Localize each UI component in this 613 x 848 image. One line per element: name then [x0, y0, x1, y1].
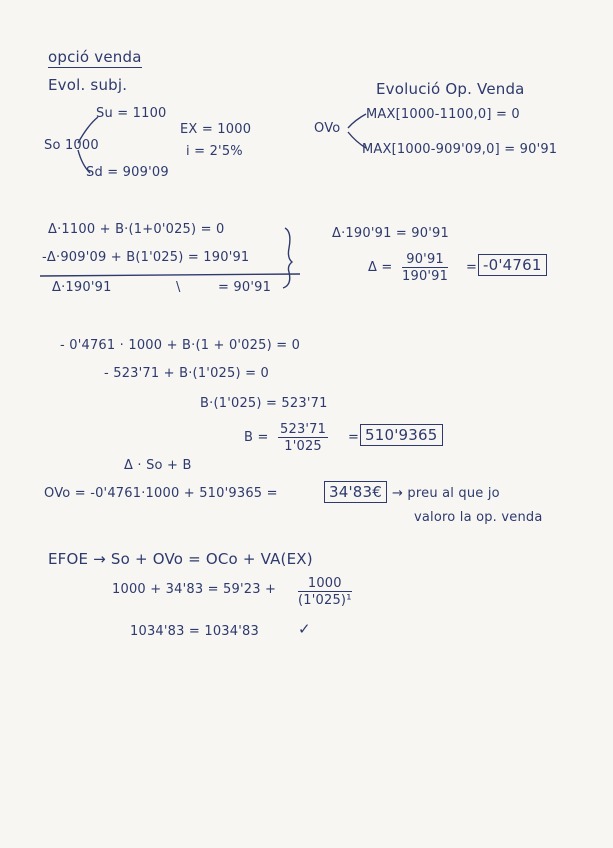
solve-b-line-2: - 523'71 + B·(1'025) = 0 — [104, 366, 269, 381]
option-tree-title: Evolució Op. Venda — [376, 80, 525, 98]
delta-result-box: -0'4761 — [478, 254, 547, 276]
delta-denominator: 190'91 — [402, 269, 449, 284]
exercise-price: EX = 1000 — [180, 122, 252, 137]
solve-b-lhs: B = — [244, 430, 269, 445]
note-line-1: → preu al que jo — [392, 486, 500, 501]
tree-root-node: So 1000 — [44, 138, 99, 153]
delta-eqsign: = — [466, 260, 478, 275]
delta-lhs: Δ = — [368, 260, 393, 275]
note-line-2: valoro la op. venda — [414, 510, 543, 525]
solve-b-line-1: - 0'4761 · 1000 + B·(1 + 0'025) = 0 — [60, 338, 301, 353]
b-denominator: 1'025 — [284, 439, 322, 454]
check-mark-icon: ✓ — [298, 620, 311, 638]
delta-equation: Δ·190'91 = 90'91 — [332, 226, 449, 241]
parity-line-1: EFOE → So + OVo = OCo + VA(EX) — [48, 550, 313, 568]
interest-rate: i = 2'5% — [186, 144, 243, 159]
option-root-node: OVo — [314, 121, 341, 136]
tree-up-node: Su = 1100 — [96, 106, 167, 121]
tree-down-node: Sd = 909'09 — [86, 165, 169, 180]
section-title: opció venda — [48, 48, 142, 66]
parity-line-2: 1000 + 34'83 = 59'23 + — [112, 582, 277, 597]
parity-numerator: 1000 — [298, 576, 352, 592]
section-subtitle: Evol. subj. — [48, 76, 128, 94]
b-fraction — [278, 422, 328, 454]
option-up-node: MAX[1000-1100,0] = 0 — [366, 107, 520, 122]
replicate-formula: Δ · So + B — [124, 458, 192, 473]
delta-fraction — [402, 252, 448, 284]
system-eq-2: -Δ·909'09 + B(1'025) = 190'91 — [42, 250, 250, 265]
option-down-node: MAX[1000-909'09,0] = 90'91 — [362, 142, 558, 157]
system-result-mid: \ — [176, 280, 181, 295]
system-result-right: = 90'91 — [218, 280, 272, 295]
parity-fraction — [298, 576, 352, 608]
option-value-line: OVo = -0'4761·1000 + 510'9365 = — [44, 486, 278, 501]
option-value-box: 34'83€ — [324, 481, 387, 503]
b-result-box: 510'9365 — [360, 424, 443, 446]
system-eq-1: Δ·1100 + B·(1+0'025) = 0 — [48, 222, 225, 237]
parity-line-3: 1034'83 = 1034'83 — [130, 624, 259, 639]
b-eqsign: = — [348, 430, 360, 445]
system-result-left: Δ·190'91 — [52, 280, 112, 295]
solve-b-line-3: B·(1'025) = 523'71 — [200, 396, 328, 411]
parity-denominator: (1'025)¹ — [298, 593, 352, 608]
delta-numerator: 90'91 — [402, 252, 448, 268]
b-numerator: 523'71 — [280, 422, 327, 437]
